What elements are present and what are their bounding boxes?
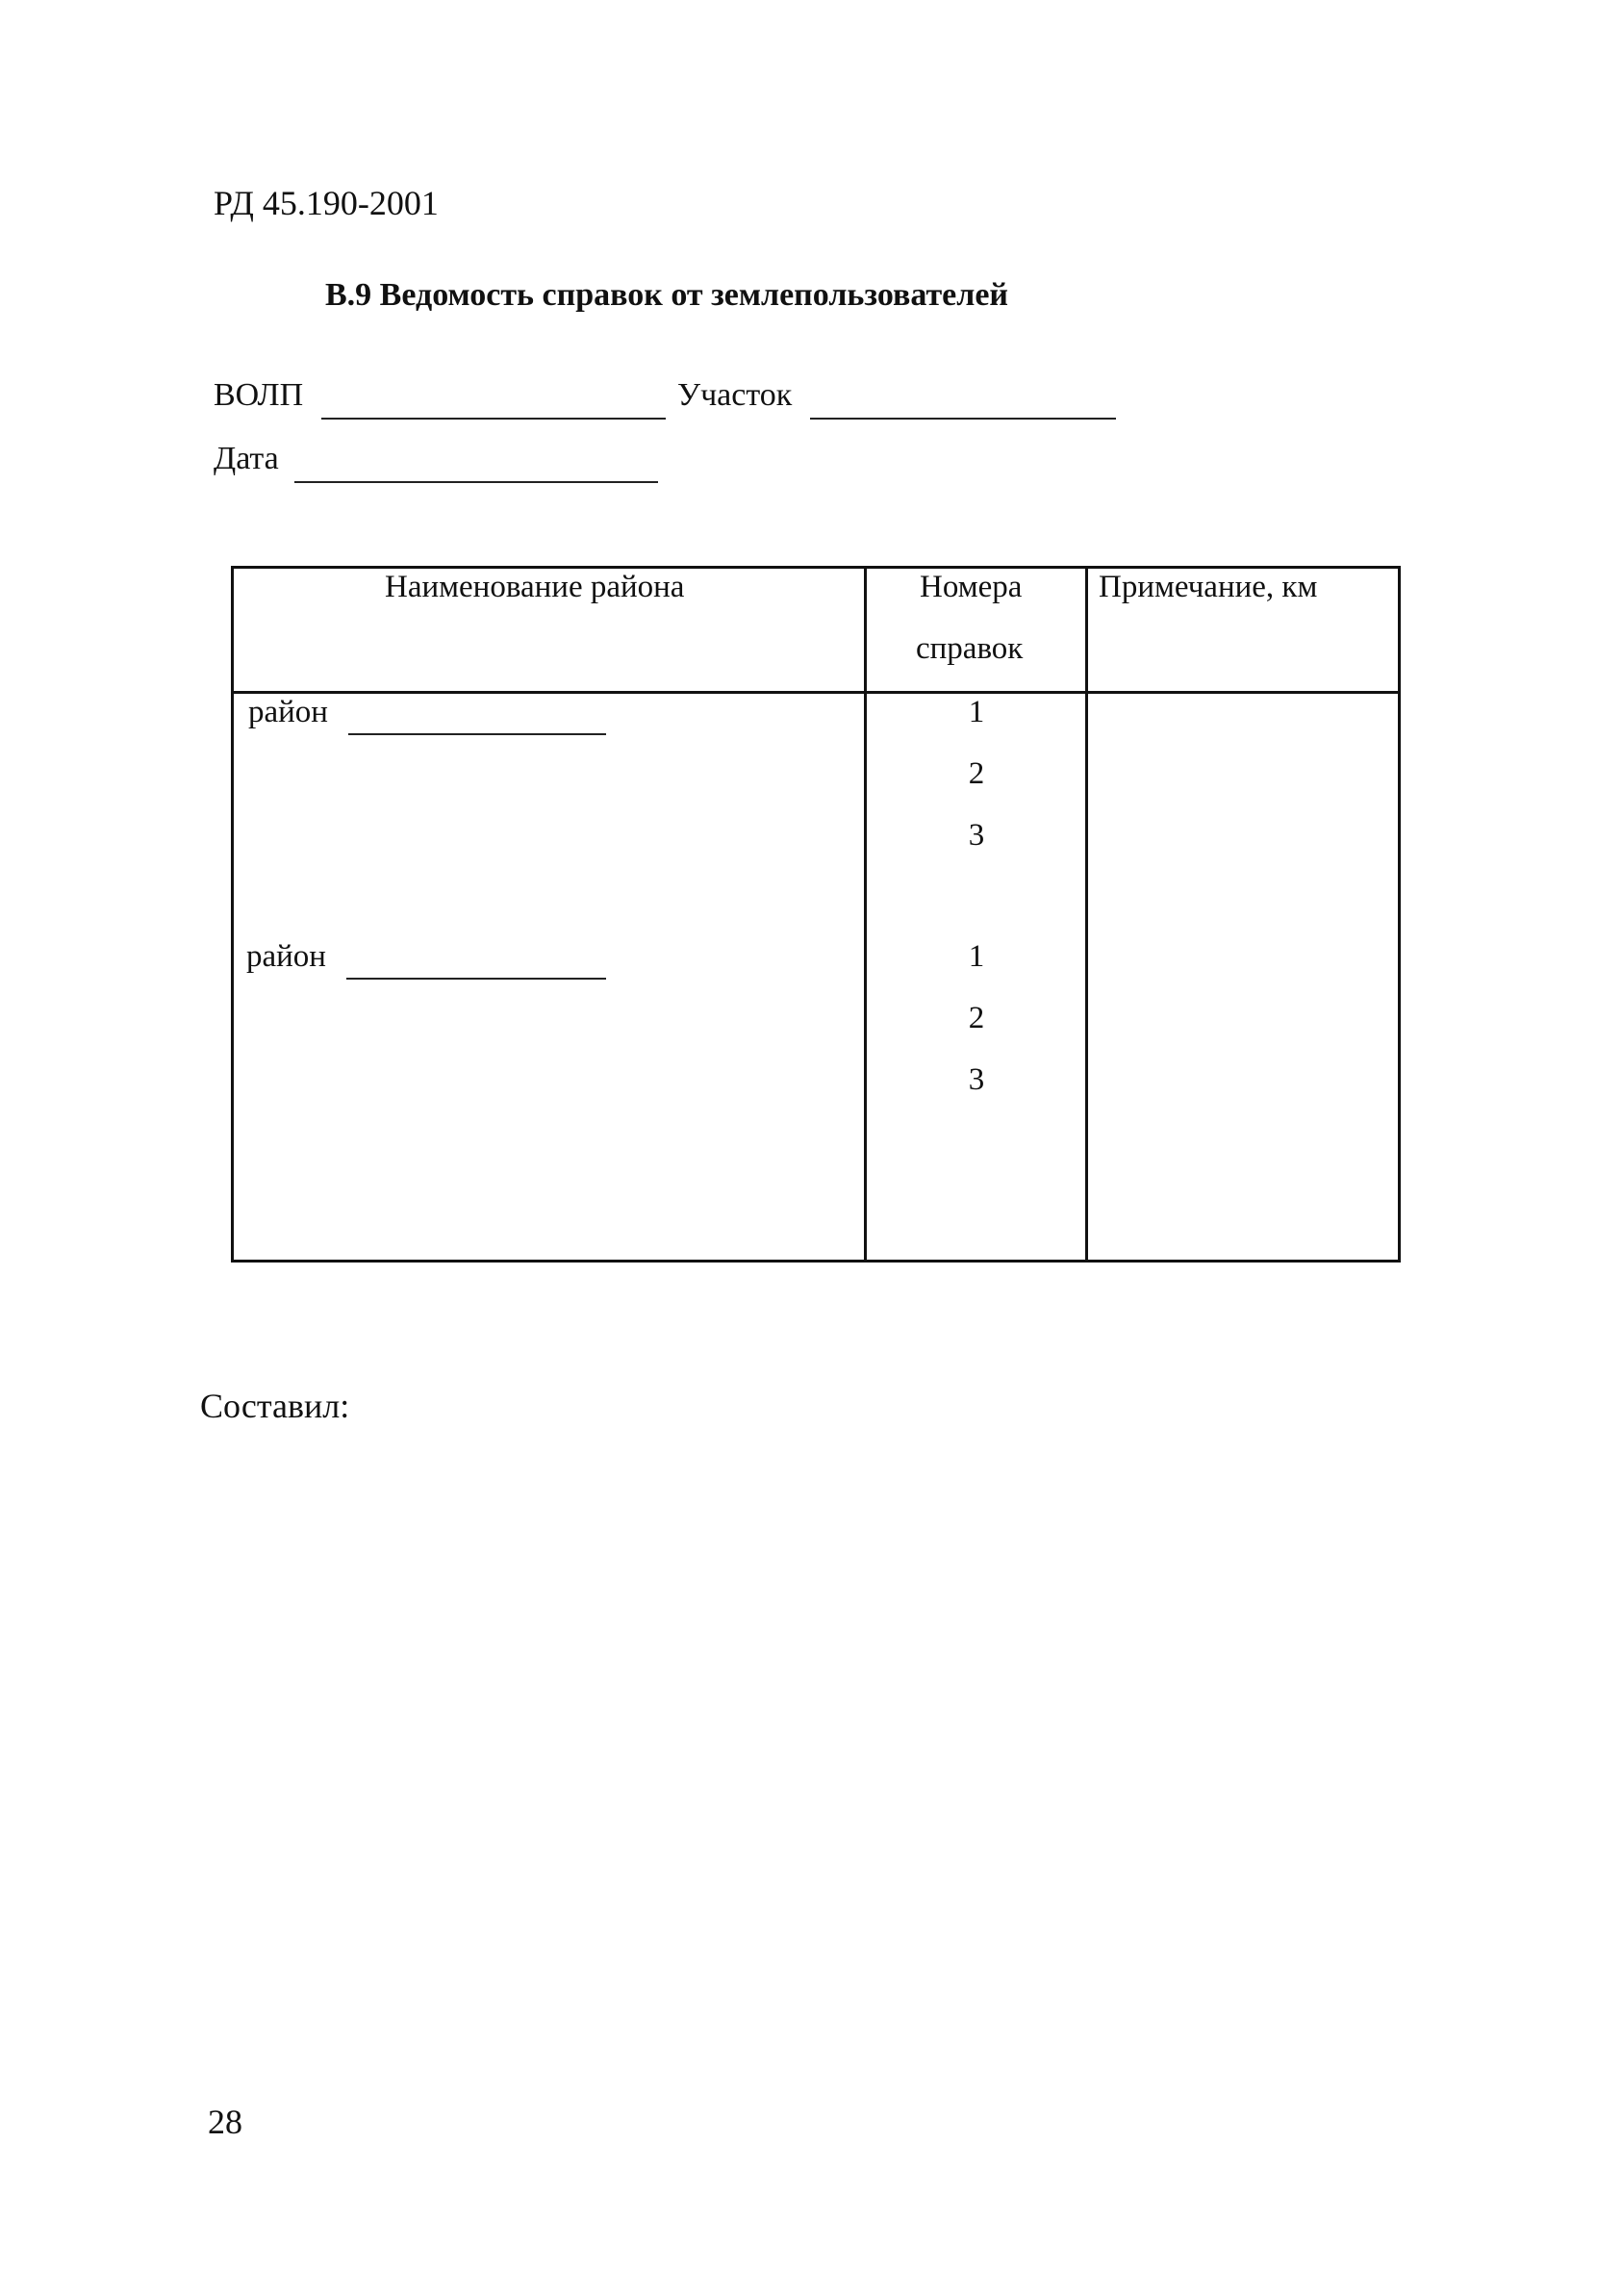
district-blank-line: [348, 733, 606, 735]
column-divider-2: [1085, 566, 1088, 1263]
section-blank-line: [810, 418, 1116, 420]
page-number: 28: [208, 2103, 242, 2141]
district-label: район: [248, 695, 328, 729]
certificate-number: 3: [968, 1062, 985, 1097]
certificate-number: 1: [968, 695, 985, 729]
certificate-number: 3: [968, 818, 985, 853]
certificate-number: 2: [968, 1001, 985, 1035]
compiled-by-label: Составил:: [200, 1387, 350, 1425]
volp-label: ВОЛП: [214, 377, 304, 413]
header-divider: [231, 691, 1401, 694]
certificate-number: 1: [968, 939, 985, 974]
column-header-numbers-line2: справок: [916, 631, 1024, 666]
district-blank-line: [346, 978, 606, 980]
section-label: Участок: [677, 377, 793, 413]
certificates-table: [231, 566, 1401, 1263]
date-blank-line: [294, 481, 658, 483]
certificate-number: 2: [968, 756, 985, 791]
column-header-numbers-line1: Номера: [920, 570, 1023, 604]
volp-blank-line: [321, 418, 666, 420]
column-header-note: Примечание, км: [1099, 570, 1318, 604]
table-border: [231, 566, 1401, 1263]
district-label: район: [246, 939, 326, 974]
column-divider-1: [864, 566, 867, 1263]
date-label: Дата: [214, 441, 279, 476]
section-title: В.9 Ведомость справок от землепользователей: [325, 277, 1009, 313]
document-code: РД 45.190-2001: [214, 184, 439, 222]
column-header-district: Наименование района: [385, 570, 685, 604]
